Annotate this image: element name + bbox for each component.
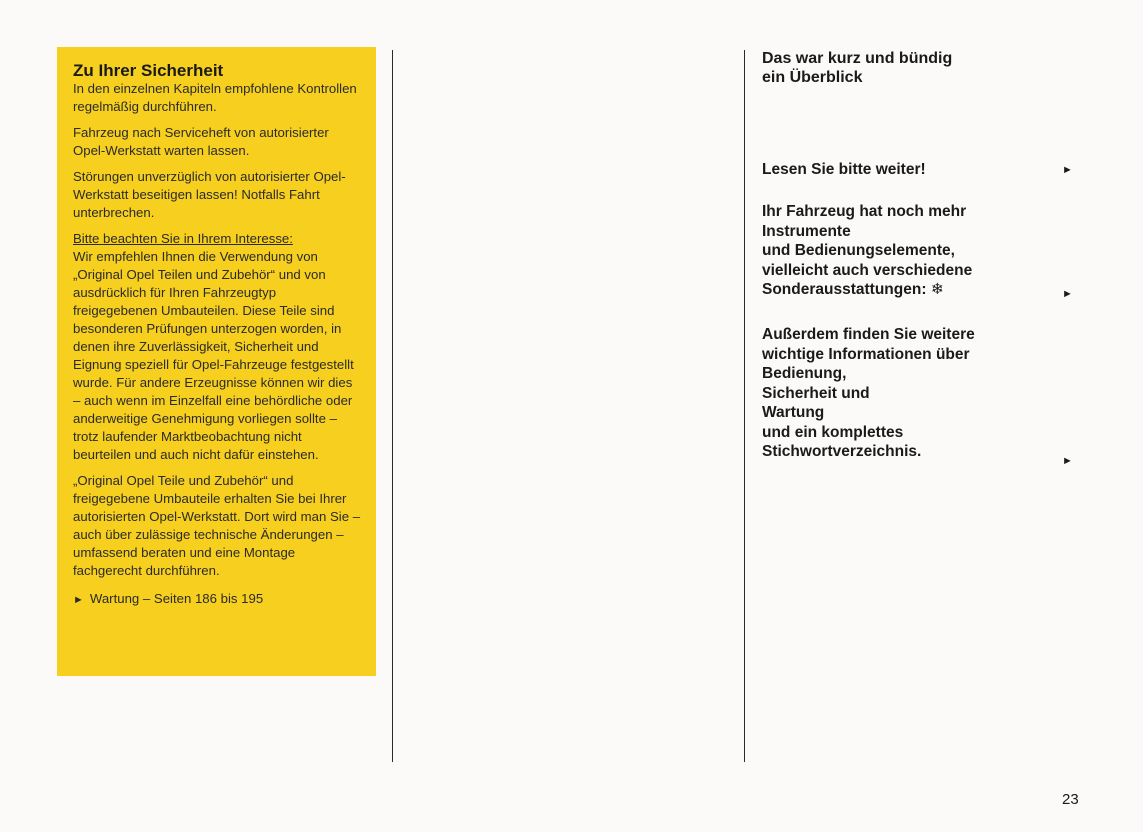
block2-line: und Bedienungselemente, xyxy=(762,242,955,259)
continue-reading-text: Lesen Sie bitte weiter! xyxy=(762,161,926,178)
notice-body: Wir empfehlen Ihnen die Verwendung von „Original Opel Teilen und Zubehör“ und von ausdrücklich für Ihren Fahrzeugtyp freigegebenen Umbauteilen. Diese Teile sind besonderen Prüfungen unterzogen worden, in denen ihre Zuverlässigkeit, Sicherheit und Eignung speziell für Opel-Fahrzeuge festgestellt wurde. Für andere Erzeugnisse können wir dies – auch wenn im Einzelfall eine behördliche oder anderweitige Genehmigung vorliegen sollte – trotz laufender Marktbeobachtung nicht beurteilen und auch nicht dafür einstehen. xyxy=(73,249,354,462)
column-divider-left xyxy=(392,50,393,762)
triangle-arrow-icon: ► xyxy=(73,594,84,606)
notice-heading: Bitte beachten Sie in Ihrem Interesse: xyxy=(73,231,293,246)
safety-paragraph-4 xyxy=(73,230,362,464)
heading-line-1: Das war kurz und bündig xyxy=(762,50,953,67)
block3-line: Bedienung, xyxy=(762,365,847,382)
further-info-block xyxy=(762,325,1082,462)
safety-paragraph-3: Störungen unverzüglich von autorisierter Opel-Werkstatt beseitigen lassen! Notfalls Fahrt unterbrechen. xyxy=(73,169,346,220)
safety-paragraph-1: In den einzelnen Kapiteln empfohlene Kontrollen regelmäßig durchführen. xyxy=(73,81,357,114)
heading-line-2: ein Überblick xyxy=(762,69,863,86)
more-instruments-block xyxy=(762,202,1082,300)
block3-line: Außerdem finden Sie weitere xyxy=(762,326,975,343)
block3-line: Sicherheit und xyxy=(762,384,870,402)
block2-line: Sonderausstattungen: ❄ xyxy=(762,281,944,298)
triangle-pointer-icon: ► xyxy=(1062,164,1073,176)
maintenance-reference xyxy=(73,590,362,609)
page-number: 23 xyxy=(1062,791,1079,808)
block3-line: wichtige Informationen über xyxy=(762,345,970,363)
safety-paragraph-5: „Original Opel Teile und Zubehör“ und freigegebene Umbauteile erhalten Sie bei Ihrer autorisierten Opel-Werkstatt. Dort wird man Sie – auch über zulässige technische Änderungen – umfassend beraten und eine Montage fachgerecht durchführen. xyxy=(73,473,361,578)
reference-text: Wartung – Seiten 186 bis 195 xyxy=(89,591,264,606)
block3-line: Stichwortverzeichnis. xyxy=(762,443,922,460)
column-divider-right xyxy=(744,50,745,762)
safety-paragraph-2: Fahrzeug nach Serviceheft von autorisierter Opel-Werkstatt warten lassen. xyxy=(73,125,329,158)
safety-title: Zu Ihrer Sicherheit xyxy=(73,61,224,80)
triangle-pointer-icon: ► xyxy=(1062,455,1073,467)
block2-line: Instrumente xyxy=(762,222,851,240)
block2-line: vielleicht auch verschiedene xyxy=(762,261,973,279)
block3-line: und ein komplettes xyxy=(762,423,904,441)
triangle-pointer-icon: ► xyxy=(1062,288,1073,300)
safety-info-box xyxy=(57,47,376,676)
block3-line: Wartung xyxy=(762,404,825,421)
overview-heading xyxy=(762,49,1082,87)
block2-line: Ihr Fahrzeug hat noch mehr xyxy=(762,203,967,220)
